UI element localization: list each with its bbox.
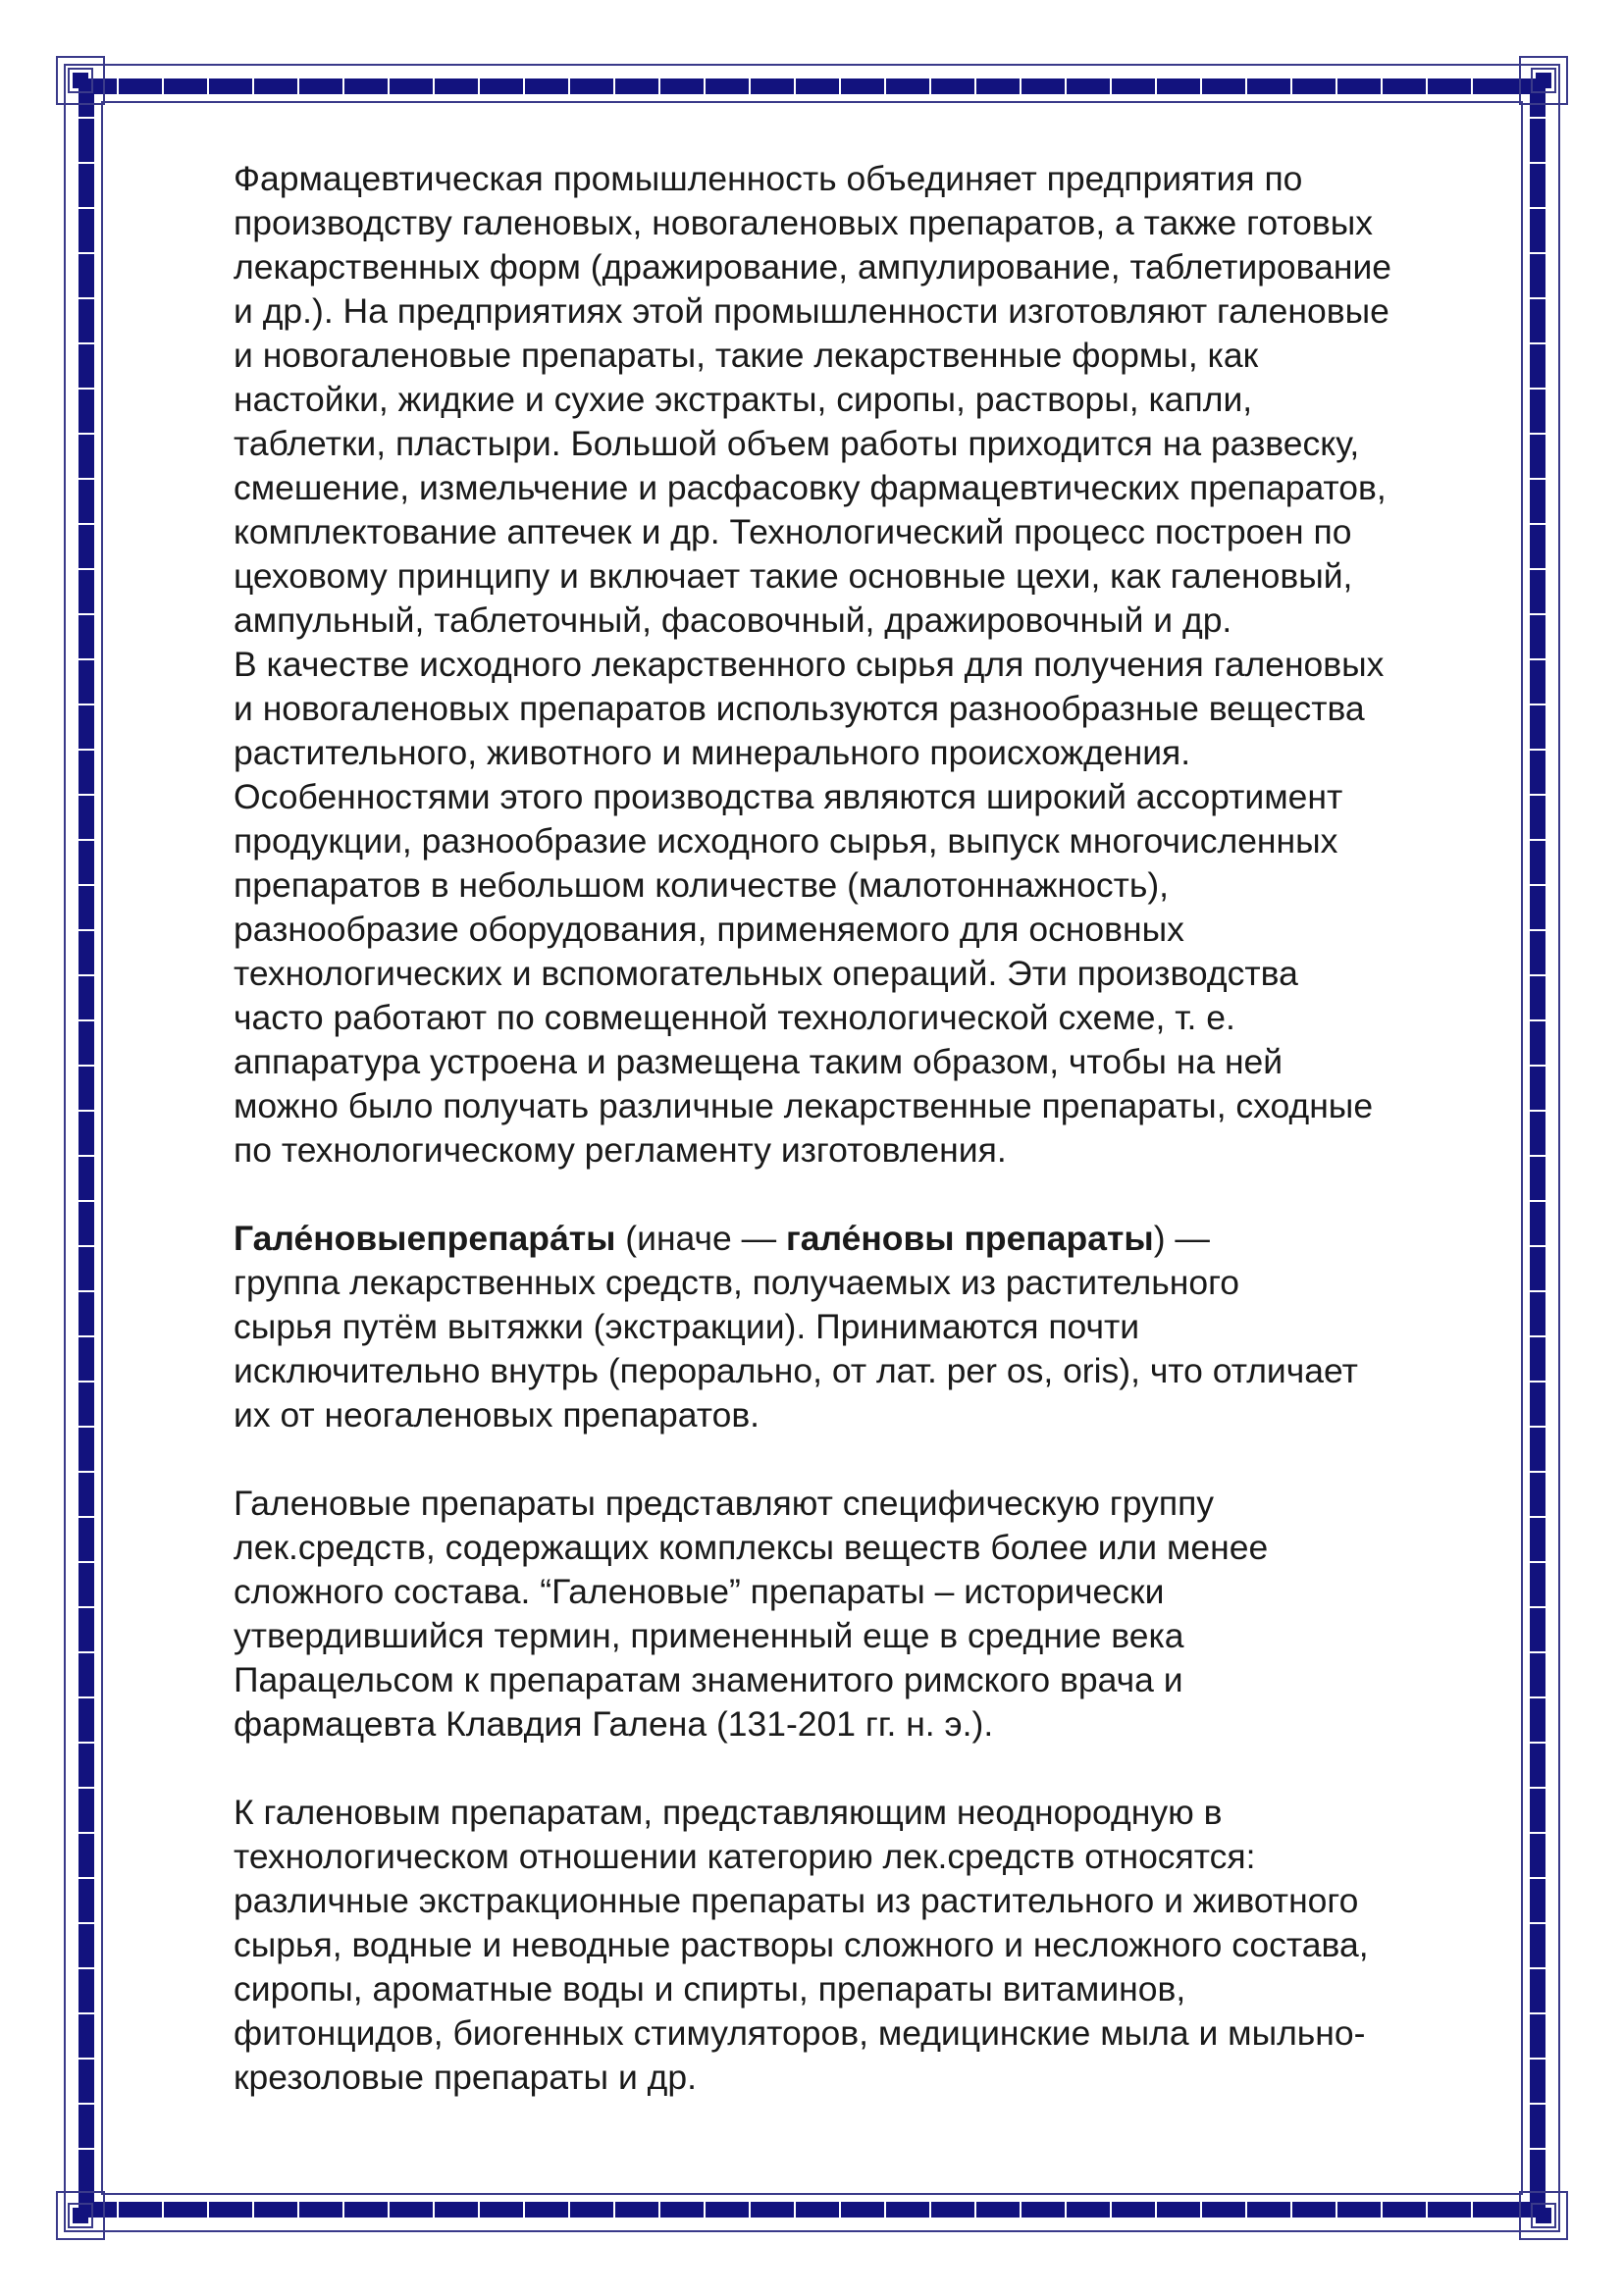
text-line: Парацельсом к препаратам знаменитого римского врача и (234, 1660, 1183, 1699)
text-line: крезоловые препараты и др. (234, 2058, 697, 2097)
text-line: по технологическому регламенту изготовления. (234, 1130, 1007, 1170)
text-line: продукции, разнообразие исходного сырья, выпуск многочисленных (234, 821, 1338, 861)
text-line: и новогаленовых препаратов используются разнообразные вещества (234, 689, 1365, 728)
text-line: фитонцидов, биогенных стимуляторов, медицинские мыла и мыльно- (234, 2013, 1366, 2053)
text-line: таблетки, пластыри. Большой объем работы приходится на развеску, (234, 424, 1360, 463)
text-line: разнообразие оборудования, применяемого для основных (234, 910, 1184, 949)
text-line: цеховому принципу и включает такие основные цехи, как галеновый, (234, 556, 1353, 596)
text-line: Галеновые препараты представляют специфическую группу (234, 1484, 1215, 1523)
text-line: различные экстракционные препараты из растительного и животного (234, 1881, 1359, 1920)
paragraph-list (234, 1791, 1529, 2100)
definition-dash: ) — (1153, 1219, 1210, 1258)
definition-heading-line (234, 1217, 1529, 1261)
text-line: смешение, измельчение и расфасовку фармацевтических препаратов, (234, 468, 1387, 507)
text-line: их от неогаленовых препаратов. (234, 1395, 760, 1435)
text-line: сырья путём вытяжки (экстракции). Принимаются почти (234, 1307, 1140, 1346)
text-line: комплектование аптечек и др. Технологический процесс построен по (234, 512, 1352, 551)
defined-term: Гале́новыепрепара́ты (234, 1219, 616, 1258)
text-line: технологическом отношении категорию лек.средств относятся: (234, 1837, 1256, 1876)
text-line: и новогаленовые препараты, такие лекарственные формы, как (234, 336, 1259, 375)
paragraph-raw-materials (234, 643, 1529, 1173)
text-line: Особенностями этого производства являются широкий ассортимент (234, 777, 1343, 816)
definition-middle: (иначе — (615, 1219, 786, 1258)
text-line: фармацевта Клавдия Галена (131-201 гг. н. э.). (234, 1704, 994, 1744)
text-line: лек.средств, содержащих комплексы веществ более или менее (234, 1528, 1269, 1567)
paragraph-history (234, 1482, 1529, 1747)
text-line: часто работают по совмещенной технологической схеме, т. е. (234, 998, 1235, 1037)
text-line: В качестве исходного лекарственного сырья для получения галеновых (234, 645, 1385, 684)
text-line: сложного состава. “Галеновые” препараты – исторически (234, 1572, 1165, 1611)
text-line: К галеновым препаратам, представляющим неоднородную в (234, 1793, 1223, 1832)
text-line: ампульный, таблеточный, фасовочный, дражировочный и др. (234, 600, 1232, 640)
text-line: можно было получать различные лекарственные препараты, сходные (234, 1086, 1374, 1125)
text-line: и др.). На предприятиях этой промышленности изготовляют галеновые (234, 291, 1389, 331)
text-line: настойки, жидкие и сухие экстракты, сиропы, растворы, капли, (234, 380, 1253, 419)
text-line: сырья, водные и неводные растворы сложного и несложного состава, (234, 1925, 1369, 1964)
text-line: растительного, животного и минерального происхождения. (234, 733, 1191, 772)
text-line: сиропы, ароматные воды и спирты, препараты витаминов, (234, 1969, 1186, 2009)
text-line: группа лекарственных средств, получаемых из растительного (234, 1263, 1240, 1302)
document-body (234, 157, 1529, 2100)
alternate-term: гале́новы препараты (786, 1219, 1154, 1258)
paragraph-intro (234, 157, 1529, 643)
text-line: утвердившийся термин, примененный еще в средние века (234, 1616, 1184, 1655)
text-line: аппаратура устроена и размещена таким образом, чтобы на ней (234, 1042, 1283, 1081)
text-line: технологических и вспомогательных операций. Эти производства (234, 954, 1298, 993)
text-line: исключительно внутрь (перорально, от лат. per os, oris), что отличает (234, 1351, 1358, 1390)
text-line: производству галеновых, новогаленовых препаратов, а также готовых (234, 203, 1374, 242)
text-line: Фармацевтическая промышленность объединяет предприятия по (234, 159, 1303, 198)
text-line: препаратов в небольшом количестве (малотоннажность), (234, 865, 1170, 905)
text-line: лекарственных форм (дражирование, ампулирование, таблетирование (234, 247, 1392, 287)
paragraph-definition (234, 1217, 1529, 1437)
